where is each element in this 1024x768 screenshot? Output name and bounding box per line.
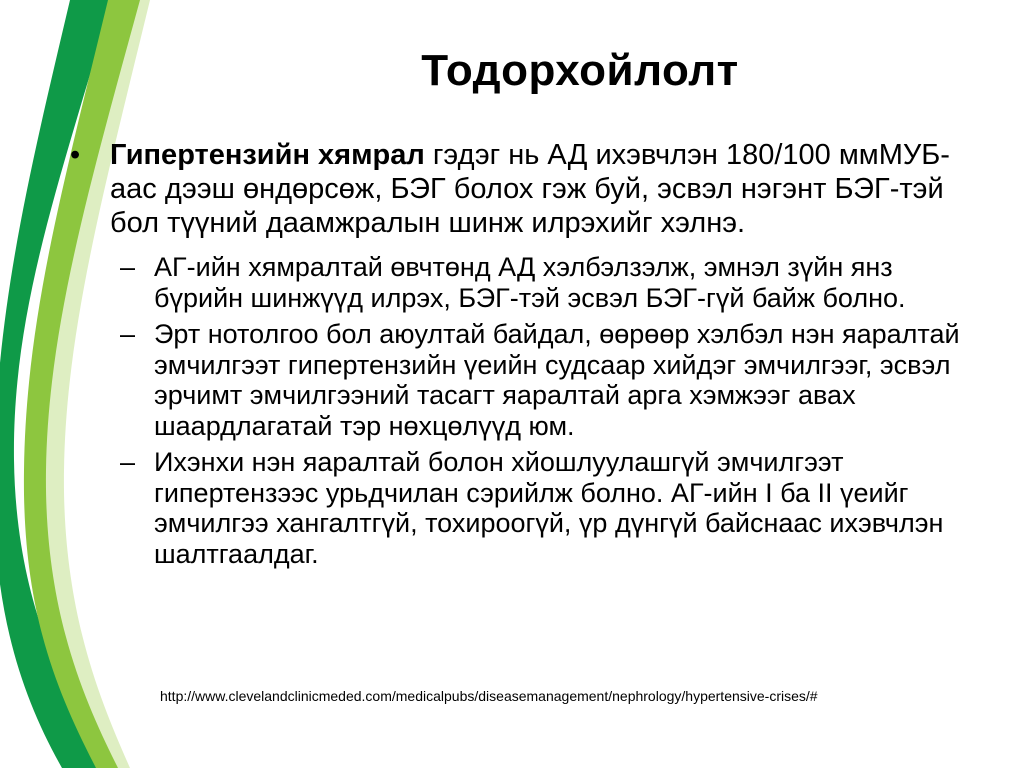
main-bullet [70, 138, 970, 240]
source-url: http://www.clevelandclinicmeded.com/medicalpubs/diseasemanagement/nephrology/hypertensive-crises/# [160, 688, 818, 704]
sub-bullet-text: АГ-ийн хямралтай өвчтөнд АД хэлбэлзэлж, эмнэл зүйн янз бүрийн шинжүүд илрэх, БЭГ-тэй эсвэл БЭГ-гүй байж болно. [154, 252, 906, 313]
bullet-text: гэдэг нь АД ихэвчлэн 180/100 ммМУБ-аас дээш өндөрсөж, БЭГ болох гэж буй, эсвэл нэгэнт БЭГ-тэй бол түүний даамжралын шинж илрэхийг хэлнэ. [110, 139, 950, 239]
sub-bullet [70, 252, 970, 313]
sub-bullet-marker: – [120, 252, 136, 282]
sub-bullet [70, 447, 970, 569]
sub-bullet-marker: – [120, 319, 136, 349]
sub-bullet [70, 319, 970, 441]
bullet-marker: • [70, 139, 81, 171]
sub-bullet-marker: – [120, 447, 136, 477]
bullet-term: Гипертензийн хямрал [110, 139, 425, 171]
sub-bullet-text: Эрт нотолгоо бол аюултай байдал, өөрөөр хэлбэл нэн яаралтай эмчилгээт гипертензийн үеийн судсаар хийдэг эмчилгээг, эсвэл эрчимт эмчилгээний тасагт яаралтай арга хэмжээг авах шаардлагатай тэр нөхцөлүүд юм. [154, 319, 960, 441]
slide-body [70, 138, 970, 569]
slide-title: Тодорхойлолт [421, 46, 739, 95]
sub-bullet-text: Ихэнхи нэн яаралтай болон хйошлуулашгүй эмчилгээт гипертензээс урьдчилан сэрийлж болно. АГ-ийн I ба II үеийг эмчилгээ хангалтгүй, тохироогүй, үр дүнгүй байснаас ихэвчлэн шалтгаалдаг. [154, 447, 944, 569]
